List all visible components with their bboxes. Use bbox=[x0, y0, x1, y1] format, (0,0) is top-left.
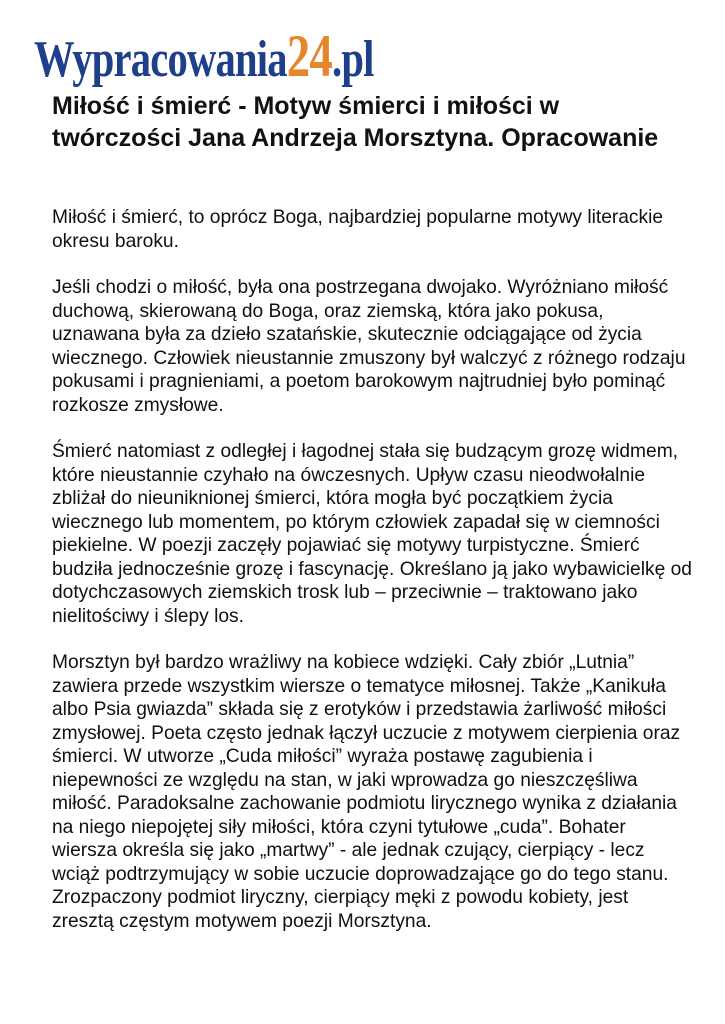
paragraph-love: Jeśli chodzi o miłość, była ona postrzegana dwojako. Wyróżniano miłość duchową, skierowaną do Boga, oraz ziemską, która jako pokusa, uznawana była za dzieło szatańskie, skutecznie odciągające od życia wiecznego. Człowiek nieustannie zmuszony był walczyć z różnego rodzaju pokusami i pragnieniami, a poetom barokowym najtrudniej było pominąć rozkosze zmysłowe. bbox=[52, 277, 686, 416]
logo-brand-text: Wypracowania bbox=[34, 31, 287, 88]
page-title: Miłość i śmierć - Motyw śmierci i miłości w twórczości Jana Andrzeja Morsztyna. Opracowanie bbox=[52, 92, 659, 152]
paragraph-intro: Miłość i śmierć, to oprócz Boga, najbardziej popularne motywy literackie okresu baroku. bbox=[52, 207, 664, 252]
article-body bbox=[52, 206, 692, 956]
paragraph-morsztyn: Morsztyn był bardzo wrażliwy na kobiece wdzięki. Cały zbiór „Lutnia” zawiera przede wszystkim wiersze o tematyce miłosnej. Także „Kanikuła albo Psia gwiazda” składa się z erotyków i przedstawia żarliwość miłości zmysłowej. Poeta często jednak łączył uczucie z motywem cierpienia oraz śmierci. W utworze „Cuda miłości” wyraża postawę zagubienia i niepewności ze względu na stan, w jaki wprowadza go nieszczęśliwa miłość. Paradoksalne zachowanie podmiotu lirycznego wynika z działania na niego niepojętej siły miłości, która czyni tytułowe „cuda”. Bohater wiersza określa się jako „martwy” - ale jednak czujący, cierpiący - lecz wciąż podtrzymujący w sobie uczucie doprowadzające go do tego stanu. Zrozpaczony podmiot liryczny, cierpiący męki z powodu kobiety, jest zresztą częstym motywem poezji Morsztyna. bbox=[52, 652, 681, 932]
paragraph-death: Śmierć natomiast z odległej i łagodnej stała się budzącym grozę widmem, które nieustannie czyhało na ówczesnych. Upływ czasu nieodwołalnie zbliżał do nieuniknionej śmierci, która mogła być początkiem życia wiecznego lub momentem, po którym człowiek zapadał się w ciemności piekielne. W poezji zaczęły pojawiać się motywy turpistyczne. Śmierć budziła jednocześnie grozę i fascynację. Określano ją jako wybawicielkę od dotychczasowych ziemskich trosk lub – przeciwnie – traktowano jako nielitościwy i ślepy los. bbox=[52, 441, 692, 627]
logo-tld-text: .pl bbox=[332, 31, 374, 88]
logo-number-text: 24 bbox=[286, 23, 333, 89]
site-logo[interactable] bbox=[34, 16, 374, 89]
